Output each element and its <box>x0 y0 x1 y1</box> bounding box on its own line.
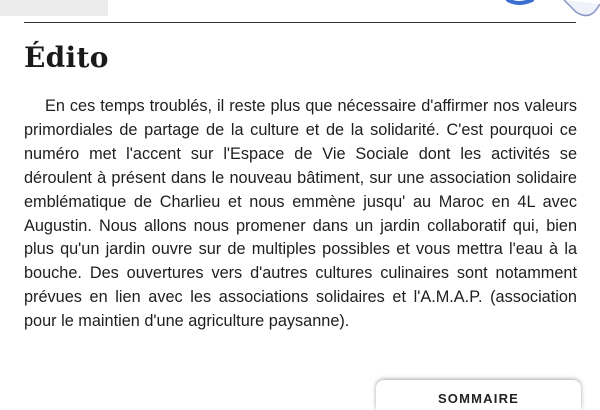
sommaire-tab[interactable] <box>376 380 581 410</box>
edito-body-text: En ces temps troublés, il reste plus que nécessaire d'affirmer nos valeurs primordiales de partage de la culture et de la solidarité. C'est pourquoi ce numéro met l'accent sur l'Espace de Vie Sociale dont les activités se déroulent à présent dans le nouveau bâtiment, sur une association solidaire emblématique de Charlieu et nous emmène jusqu' au Maroc en 4L avec Augustin. Nous allons nous promener dans un jardin collaboratif qui, bien plus qu'un jardin ouvre sur de multiples possibles et vous mettra l'eau à la bouche. Des ouvertures vers d'autres cultures culinaires sont notamment prévues en lien avec les associations solidaires et l'A.M.A.P. (association pour le maintien d'une agriculture paysanne). <box>24 97 577 331</box>
sommaire-label: SOMMAIRE <box>437 391 520 406</box>
page-title: Édito <box>24 41 109 74</box>
decorative-shape-icon <box>480 0 600 24</box>
blue-stroke <box>508 0 532 3</box>
outline-shape <box>564 0 600 16</box>
header-gray-block <box>0 0 108 16</box>
header-divider <box>24 22 576 23</box>
